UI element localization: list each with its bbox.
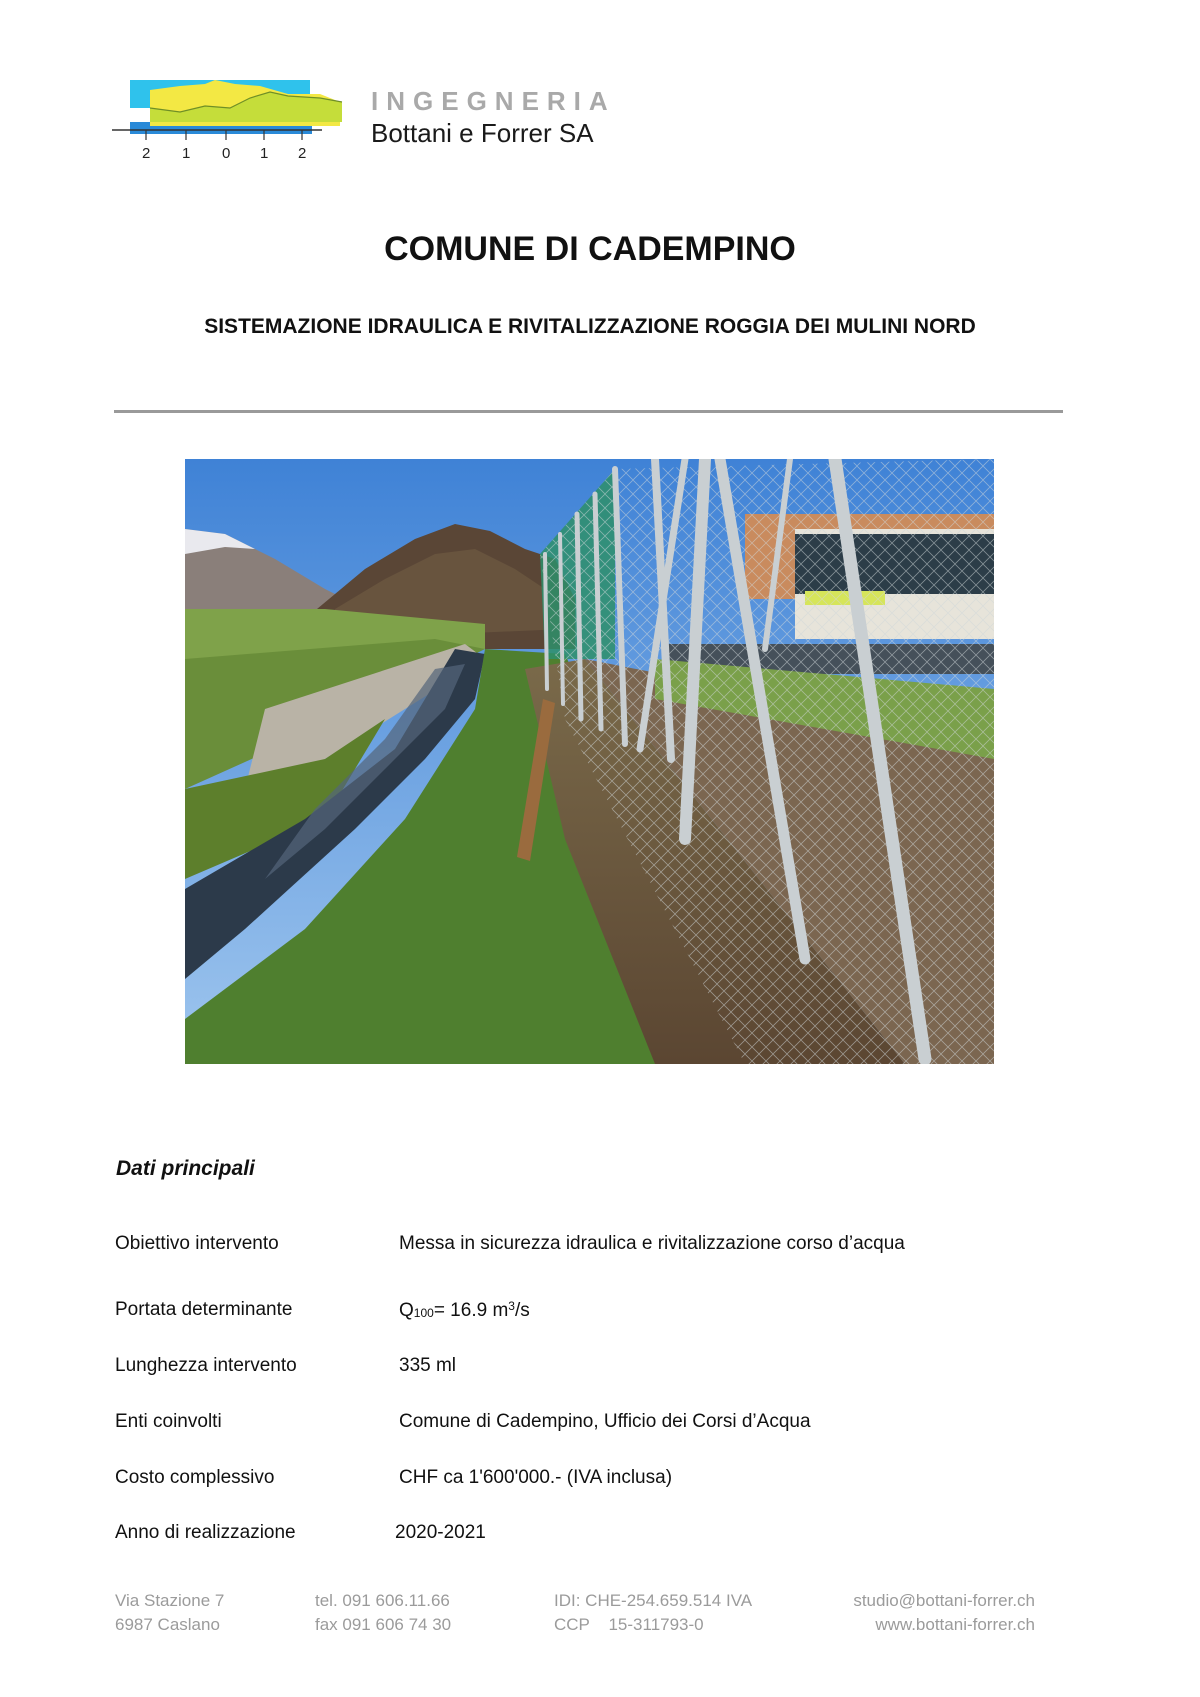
ccp-number: CCP 15-311793-0 [554,1615,704,1634]
footer-contact [853,1589,1035,1637]
detail-row-portata [0,1299,1200,1329]
detail-row-anno [0,1522,1200,1552]
firm-block [371,86,616,149]
detail-label: Anno di realizzazione [115,1522,296,1543]
footer-address [115,1589,224,1637]
detail-label: Costo complessivo [115,1467,275,1488]
q-superscript: 3 [508,1299,515,1313]
logo-scale-label: 1 [260,145,269,162]
fax: fax 091 606 74 30 [315,1615,452,1634]
divider [114,410,1063,413]
detail-row-costo [0,1467,1200,1497]
footer-ids [554,1589,752,1637]
detail-value: Comune di Cadempino, Ufficio dei Corsi d’Acqua [399,1411,811,1432]
q-unit: /s [514,1300,530,1321]
detail-label: Portata determinante [115,1299,293,1320]
detail-row-obiettivo [0,1233,1200,1263]
detail-row-lunghezza [0,1355,1200,1385]
detail-value: 335 ml [399,1355,457,1376]
idi-number: IDI: CHE-254.659.514 IVA [554,1591,753,1610]
address-street: Via Stazione 7 [115,1591,225,1610]
email-link[interactable]: studio@bottani-forrer.ch [853,1591,1035,1610]
photo-riverbank-fence-icon [185,459,994,1064]
logo-scale-label: 2 [142,145,151,162]
footer-phone [315,1589,451,1637]
logo-scale-label: 2 [298,145,307,162]
detail-value [399,1299,530,1322]
detail-value: 2020-2021 [395,1522,486,1543]
logo-scale-label: 0 [222,145,231,162]
firm-name: Bottani e Forrer SA [371,118,594,148]
website-link[interactable]: www.bottani-forrer.ch [875,1615,1035,1634]
section-heading: Dati principali [116,1157,255,1180]
detail-label: Enti coinvolti [115,1411,222,1432]
q-value: = 16.9 m [433,1300,509,1321]
project-photo [185,459,994,1064]
q-symbol: Q [399,1300,414,1321]
detail-value: Messa in sicurezza idraulica e rivitalizzazione corso d’acqua [399,1233,905,1254]
firm-tagline: INGEGNERIA [371,86,616,116]
detail-row-enti [0,1411,1200,1441]
company-logo [110,76,350,166]
mountain-scale-logo-icon [110,76,350,166]
q-subscript: 100 [413,1306,434,1320]
detail-label: Lunghezza intervento [115,1355,297,1376]
telephone: tel. 091 606.11.66 [315,1591,450,1610]
logo-scale-label: 1 [182,145,191,162]
detail-value: CHF ca 1'600'000.- (IVA inclusa) [399,1467,673,1488]
document-title: COMUNE DI CADEMPINO [384,230,796,268]
detail-label: Obiettivo intervento [115,1233,279,1254]
document-subtitle: SISTEMAZIONE IDRAULICA E RIVITALIZZAZIONE ROGGIA DEI MULINI NORD [204,315,976,338]
address-city: 6987 Caslano [115,1615,220,1634]
